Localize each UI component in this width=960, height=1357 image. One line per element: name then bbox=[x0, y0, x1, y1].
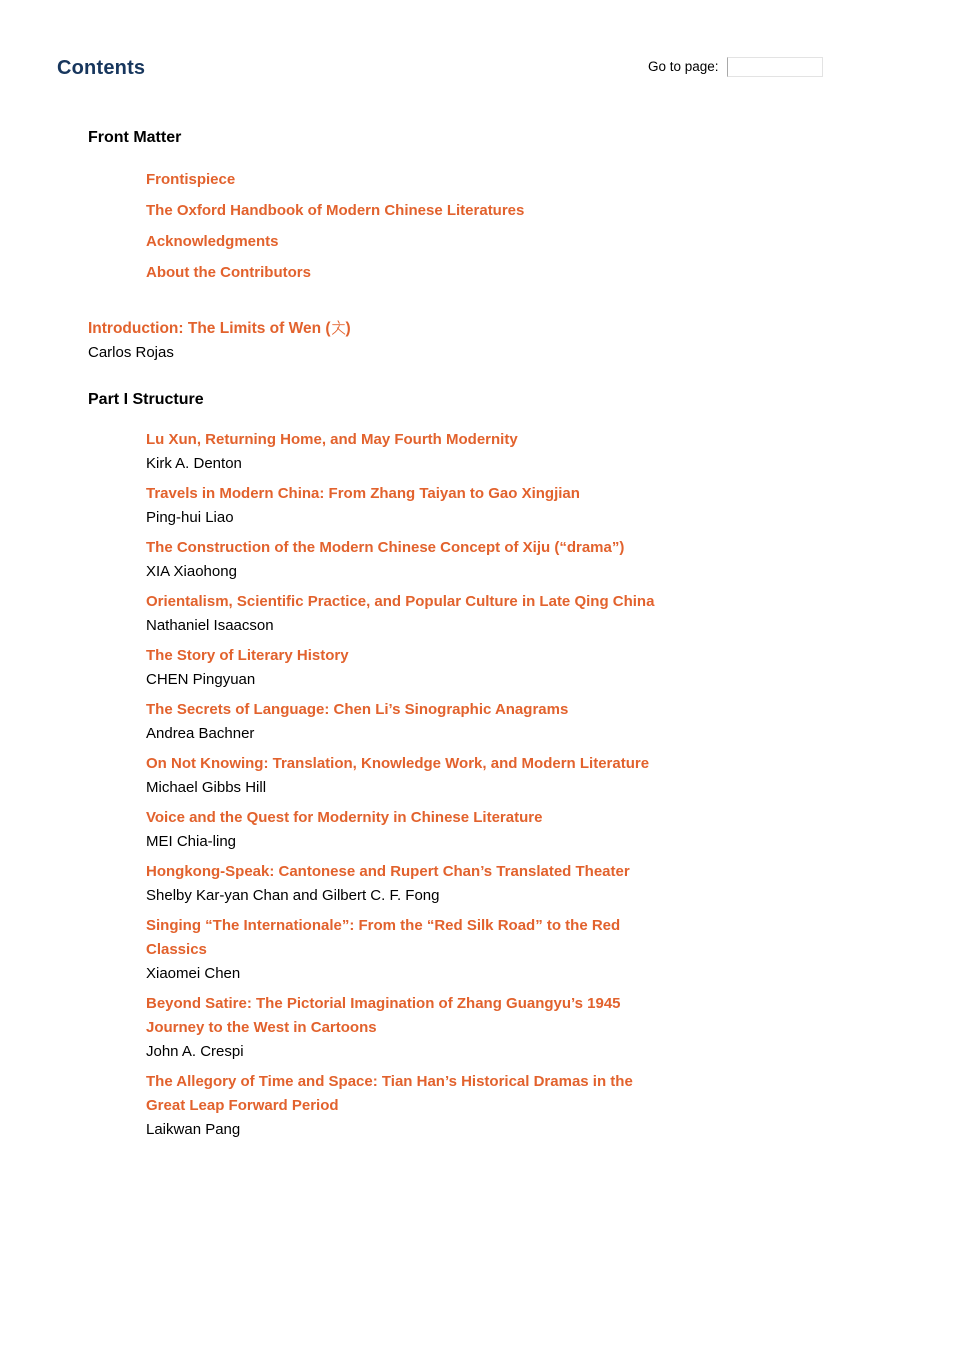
toc-link-about-contributors[interactable]: About the Contributors bbox=[146, 264, 311, 281]
part-i-chapters bbox=[146, 428, 818, 1142]
chapter-entry bbox=[146, 806, 818, 854]
chapter-title-line: The Construction of the Modern Chinese Concept of Xiju (“drama”) bbox=[146, 539, 625, 556]
front-matter-heading: Front Matter bbox=[88, 129, 182, 146]
chapter-entry bbox=[146, 536, 818, 584]
chapter-title-link[interactable] bbox=[146, 1070, 806, 1118]
chapter-title-link[interactable] bbox=[146, 914, 806, 962]
chapter-title-line: Classics bbox=[146, 941, 207, 958]
chapter-title-line: Travels in Modern China: From Zhang Taiyan to Gao Xingjian bbox=[146, 485, 580, 502]
chapter-title-link[interactable] bbox=[146, 752, 806, 776]
chapter-author: Laikwan Pang bbox=[146, 1121, 241, 1138]
chapter-author: Ping-hui Liao bbox=[146, 509, 234, 526]
chapter-entry bbox=[146, 1070, 818, 1142]
chapter-author: XIA Xiaohong bbox=[146, 563, 237, 580]
chapter-title-link[interactable] bbox=[146, 806, 806, 830]
chapter-title-line: The Story of Literary History bbox=[146, 647, 349, 664]
chapter-title-line: On Not Knowing: Translation, Knowledge Work, and Modern Literature bbox=[146, 755, 650, 772]
toc-link-handbook-title[interactable]: The Oxford Handbook of Modern Chinese Literatures bbox=[146, 202, 525, 219]
chapter-title-line: Journey to the West in Cartoons bbox=[146, 1019, 377, 1036]
chapter-author: Kirk A. Denton bbox=[146, 455, 242, 472]
page-title: Contents bbox=[57, 57, 146, 79]
chapter-title-line: Singing “The Internationale”: From the “Red Silk Road” to the Red bbox=[146, 917, 621, 934]
chapter-title-link[interactable] bbox=[146, 698, 806, 722]
chapter-title-line: Hongkong-Speak: Cantonese and Rupert Chan’s Translated Theater bbox=[146, 863, 630, 880]
chapter-title-link[interactable] bbox=[146, 860, 806, 884]
chapter-entry bbox=[146, 644, 818, 692]
chapter-title-line: The Secrets of Language: Chen Li’s Sinographic Anagrams bbox=[146, 701, 569, 718]
introduction-author: Carlos Rojas bbox=[88, 344, 174, 361]
chapter-title-link[interactable] bbox=[146, 428, 806, 452]
chapter-author: Andrea Bachner bbox=[146, 725, 255, 742]
chapter-entry bbox=[146, 428, 818, 476]
chapter-title-line: Beyond Satire: The Pictorial Imagination of Zhang Guangyu’s 1945 bbox=[146, 995, 621, 1012]
introduction-title-prefix: Introduction: The Limits of Wen ( bbox=[88, 320, 331, 337]
wen-character-icon bbox=[331, 320, 346, 335]
chapter-entry bbox=[146, 698, 818, 746]
chapter-author: Michael Gibbs Hill bbox=[146, 779, 267, 796]
chapter-author: CHEN Pingyuan bbox=[146, 671, 256, 688]
chapter-title-line: Voice and the Quest for Modernity in Chinese Literature bbox=[146, 809, 543, 826]
go-to-page-control bbox=[648, 57, 823, 77]
introduction-entry bbox=[88, 316, 818, 365]
chapter-title-link[interactable] bbox=[146, 590, 806, 614]
chapter-title-link[interactable] bbox=[146, 482, 806, 506]
table-of-contents bbox=[88, 128, 818, 1148]
chapter-entry bbox=[146, 992, 818, 1064]
chapter-author: Nathaniel Isaacson bbox=[146, 617, 274, 634]
wen-character-text bbox=[346, 316, 347, 317]
chapter-entry bbox=[146, 860, 818, 908]
toc-link-acknowledgments[interactable]: Acknowledgments bbox=[146, 233, 279, 250]
chapter-author: Xiaomei Chen bbox=[146, 965, 241, 982]
chapter-author: John A. Crespi bbox=[146, 1043, 244, 1060]
chapter-title-line: Lu Xun, Returning Home, and May Fourth Modernity bbox=[146, 431, 518, 448]
chapter-entry bbox=[146, 482, 818, 530]
introduction-title-suffix: ) bbox=[345, 320, 351, 337]
chapter-entry bbox=[146, 752, 818, 800]
go-to-page-input[interactable] bbox=[727, 57, 823, 77]
front-matter-links bbox=[146, 168, 818, 285]
chapter-entry bbox=[146, 590, 818, 638]
chapter-title-line: Great Leap Forward Period bbox=[146, 1097, 339, 1114]
chapter-title-link[interactable] bbox=[146, 992, 806, 1040]
chapter-title-link[interactable] bbox=[146, 644, 806, 668]
go-to-page-label: Go to page: bbox=[648, 59, 719, 74]
chapter-entry bbox=[146, 914, 818, 986]
chapter-title-line: Orientalism, Scientific Practice, and Popular Culture in Late Qing China bbox=[146, 593, 655, 610]
chapter-title-link[interactable] bbox=[146, 536, 806, 560]
chapter-author: MEI Chia-ling bbox=[146, 833, 237, 850]
toc-link-introduction[interactable] bbox=[88, 316, 818, 341]
chapter-author: Shelby Kar-yan Chan and Gilbert C. F. Fong bbox=[146, 887, 440, 904]
chapter-title-line: The Allegory of Time and Space: Tian Han’s Historical Dramas in the bbox=[146, 1073, 633, 1090]
part-i-heading: Part I Structure bbox=[88, 391, 204, 408]
toc-link-frontispiece[interactable]: Frontispiece bbox=[146, 171, 236, 188]
